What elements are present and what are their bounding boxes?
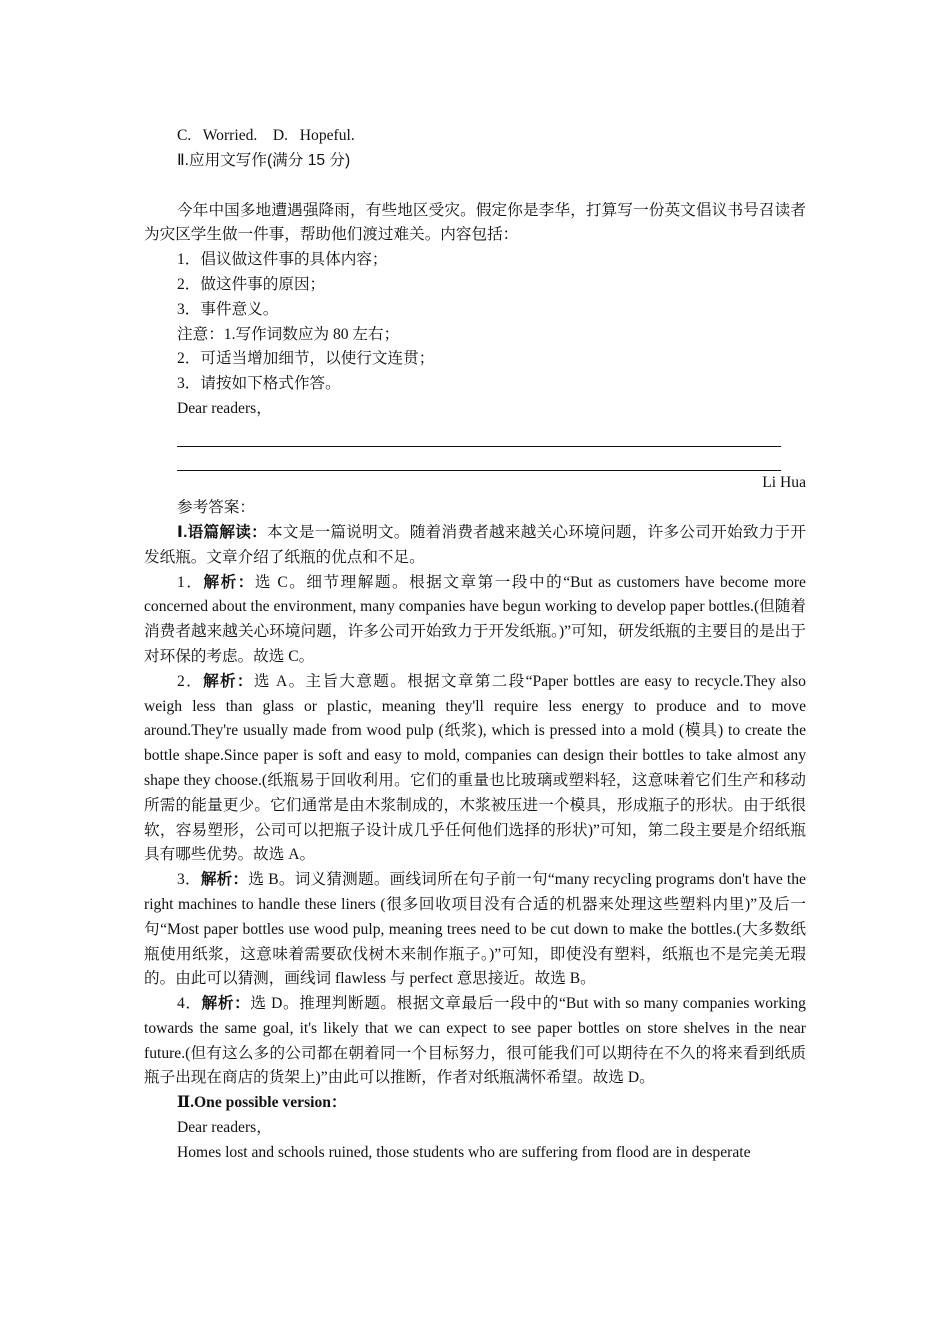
answer-explanation-2: [144, 670, 806, 868]
explanation-label: 解析：: [203, 573, 255, 591]
section-heading-writing: Ⅱ.应用文写作(满分 15 分): [177, 151, 351, 169]
sample-essay-text: Homes lost and schools ruined, those students who are suffering from flood are in desperate: [177, 1143, 751, 1161]
sample-greeting: Dear readers，: [177, 1119, 272, 1137]
task-intro: 今年中国多地遭遇强降雨，有些地区受灾。假定你是李华，打算写一份英文倡议书号召读者为灾区学生做一件事，帮助他们渡过难关。内容包括：: [144, 201, 806, 244]
task-note: 注意：1.写作词数应为 80 左右；: [177, 325, 400, 343]
letter-greeting: Dear readers，: [177, 399, 272, 417]
explanation-label: 解析：: [200, 871, 249, 889]
explanation-text: 选 A。主旨大意题。根据文章第二段“Paper bottles are easy to recycle.They also weigh less than glass or plastic, meaning they'll require less energy to produce and to move around.They're usually made from wood pulp (纸浆), which is pressed into a mold (模具) to create the bottle shape.Since paper is soft and easy to mold, companies can design their bottles to take almost any shape they choose.(纸瓶易于回收利用。它们的重量也比玻璃或塑料轻，这意味着它们生产和移动所需的能量更少。它们通常是由木浆制成的，木浆被压进一个模具，形成瓶子的形状。由于纸很软，容易塑形，公司可以把瓶子设计成几乎任何他们选择的形状)”可知，第二段主要是介绍纸瓶具有哪些优势。故选 A。: [144, 672, 806, 864]
answer-blank-line: [177, 422, 781, 447]
explanation-text: 选 C。细节理解题。根据文章第一段中的“But as customers have become more concerned about the environment, many companies have begun working to develop paper bottles.(但随着消费者越来越关心环境问题，许多公司开始致力于开发纸瓶。)”可知，研发纸瓶的主要目的是出于对环保的考虑。故选 C。: [144, 573, 806, 665]
answer-number: 3．: [177, 871, 201, 889]
spacer: [144, 174, 806, 199]
passage-analysis-label: Ⅰ.语篇解读：: [177, 523, 267, 541]
sample-version-label: Ⅱ.One possible version：: [177, 1094, 347, 1112]
explanation-label: 解析：: [203, 672, 254, 690]
answer-explanation-4: [144, 992, 806, 1091]
passage-analysis: [144, 521, 806, 571]
answer-explanation-3: [144, 868, 806, 992]
answer-number: 1．: [177, 573, 204, 591]
task-note: 3．请按如下格式作答。: [177, 375, 341, 393]
answers-heading: 参考答案：: [177, 499, 255, 517]
explanation-text: 选 D。推理判断题。根据文章最后一段中的“But with so many companies working towards the same goal, it's likely that we can expect to see paper bottles on store shelves in the near future.(但有这么多的公司都在朝着同一个目标努力，很可能我们可以期待在不久的将来看到纸质瓶子出现在商店的货架上)”由此可以推断，作者对纸瓶满怀希望。故选 D。: [144, 995, 806, 1087]
explanation-text: 选 B。词义猜测题。画线词所在句子前一句“many recycling programs don't have the right machines to handle these liners (很多回收项目没有合适的机器来处理这些塑料内里)”及后一句“Most paper bottles use wood pulp, meaning trees need to be cut down to make the bottles.(大多数纸瓶使用纸浆，这意味着需要砍伐树木来制作瓶子。)”可知，即使没有塑料，纸瓶也不是完美无瑕的。由此可以猜测，画线词 flawless 与 perfect 意思接近。故选 B。: [144, 871, 806, 988]
letter-signature: Li Hua: [762, 474, 806, 492]
task-item: 1．倡议做这件事的具体内容；: [177, 251, 388, 269]
answer-options-line: C. Worried. D. Hopeful.: [177, 127, 355, 144]
task-item: 2．做这件事的原因；: [177, 275, 326, 293]
answer-number: 2．: [177, 672, 204, 690]
document-page: [144, 124, 806, 1166]
task-note: 2．可适当增加细节，以使行文连贯；: [177, 350, 435, 368]
answer-number: 4．: [177, 995, 202, 1013]
explanation-label: 解析：: [201, 995, 251, 1013]
answer-blank-line: [177, 447, 781, 472]
answer-explanation-1: [144, 571, 806, 670]
task-item: 3．事件意义。: [177, 300, 279, 318]
passage-analysis-text: 本文是一篇说明文。随着消费者越来越关心环境问题，许多公司开始致力于开发纸瓶。文章介绍了纸瓶的优点和不足。: [144, 523, 806, 566]
